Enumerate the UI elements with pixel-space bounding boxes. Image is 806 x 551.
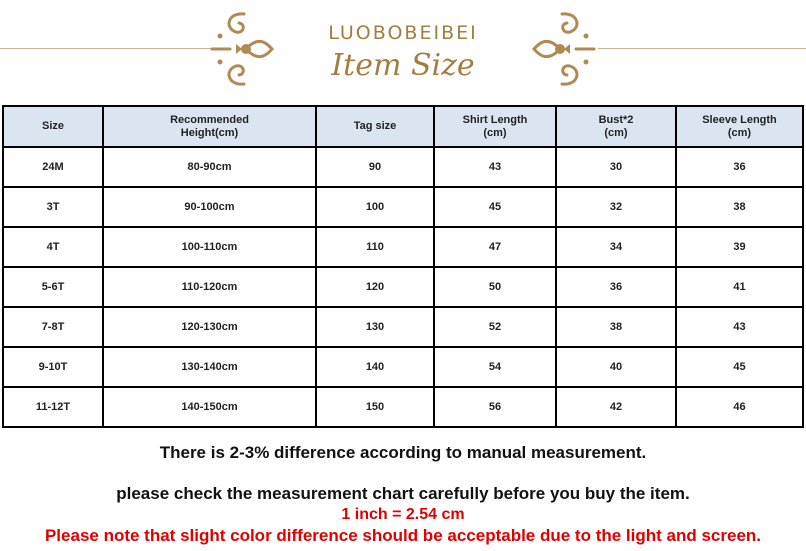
cell-height: 100-110cm bbox=[103, 227, 316, 267]
size-chart-table bbox=[2, 105, 804, 428]
cell-bust: 36 bbox=[556, 267, 676, 307]
cell-shirt-length: 45 bbox=[434, 187, 556, 227]
table-row bbox=[3, 147, 803, 187]
page-title: Item Size bbox=[331, 48, 475, 83]
table-row bbox=[3, 267, 803, 307]
check-chart-note: please check the measurement chart carefully before you buy the item. bbox=[116, 484, 690, 503]
page-header bbox=[0, 0, 806, 100]
table-row bbox=[3, 387, 803, 427]
cell-bust: 32 bbox=[556, 187, 676, 227]
cell-bust: 38 bbox=[556, 307, 676, 347]
cell-shirt-length: 47 bbox=[434, 227, 556, 267]
cell-height: 80-90cm bbox=[103, 147, 316, 187]
cell-size: 7-8T bbox=[3, 307, 103, 347]
header-sleeve-length: Sleeve Length (cm) bbox=[676, 106, 803, 147]
cell-bust: 30 bbox=[556, 147, 676, 187]
cell-shirt-length: 52 bbox=[434, 307, 556, 347]
cell-bust: 40 bbox=[556, 347, 676, 387]
header-tag-size: Tag size bbox=[316, 106, 434, 147]
cell-sleeve-length: 38 bbox=[676, 187, 803, 227]
cell-size: 9-10T bbox=[3, 347, 103, 387]
table-header-row bbox=[3, 106, 803, 147]
header-shirt-length: Shirt Length (cm) bbox=[434, 106, 556, 147]
header-recommended-height: Recommended Height(cm) bbox=[103, 106, 316, 147]
cell-tag-size: 140 bbox=[316, 347, 434, 387]
cell-height: 120-130cm bbox=[103, 307, 316, 347]
cell-height: 90-100cm bbox=[103, 187, 316, 227]
cell-sleeve-length: 46 bbox=[676, 387, 803, 427]
cell-sleeve-length: 41 bbox=[676, 267, 803, 307]
cell-tag-size: 130 bbox=[316, 307, 434, 347]
cell-tag-size: 110 bbox=[316, 227, 434, 267]
table-row bbox=[3, 307, 803, 347]
inch-conversion-note: 1 inch = 2.54 cm bbox=[341, 506, 465, 523]
table-row bbox=[3, 187, 803, 227]
cell-size: 5-6T bbox=[3, 267, 103, 307]
cell-bust: 42 bbox=[556, 387, 676, 427]
cell-shirt-length: 54 bbox=[434, 347, 556, 387]
header-size: Size bbox=[3, 106, 103, 147]
cell-size: 24M bbox=[3, 147, 103, 187]
cell-size: 4T bbox=[3, 227, 103, 267]
cell-tag-size: 100 bbox=[316, 187, 434, 227]
cell-height: 130-140cm bbox=[103, 347, 316, 387]
cell-size: 3T bbox=[3, 187, 103, 227]
cell-sleeve-length: 36 bbox=[676, 147, 803, 187]
cell-height: 140-150cm bbox=[103, 387, 316, 427]
color-difference-note: Please note that slight color difference should be acceptable due to the light and screen. bbox=[44, 526, 762, 545]
cell-height: 110-120cm bbox=[103, 267, 316, 307]
cell-sleeve-length: 45 bbox=[676, 347, 803, 387]
cell-tag-size: 90 bbox=[316, 147, 434, 187]
table-row bbox=[3, 227, 803, 267]
cell-shirt-length: 50 bbox=[434, 267, 556, 307]
cell-shirt-length: 43 bbox=[434, 147, 556, 187]
cell-sleeve-length: 39 bbox=[676, 227, 803, 267]
cell-sleeve-length: 43 bbox=[676, 307, 803, 347]
brand-name: LUOBOBEIBEI bbox=[328, 22, 478, 44]
cell-tag-size: 120 bbox=[316, 267, 434, 307]
table-row bbox=[3, 347, 803, 387]
cell-bust: 34 bbox=[556, 227, 676, 267]
cell-size: 11-12T bbox=[3, 387, 103, 427]
header-bust: Bust*2 (cm) bbox=[556, 106, 676, 147]
cell-shirt-length: 56 bbox=[434, 387, 556, 427]
cell-tag-size: 150 bbox=[316, 387, 434, 427]
measurement-difference-note: There is 2-3% difference according to manual measurement. bbox=[159, 443, 647, 462]
